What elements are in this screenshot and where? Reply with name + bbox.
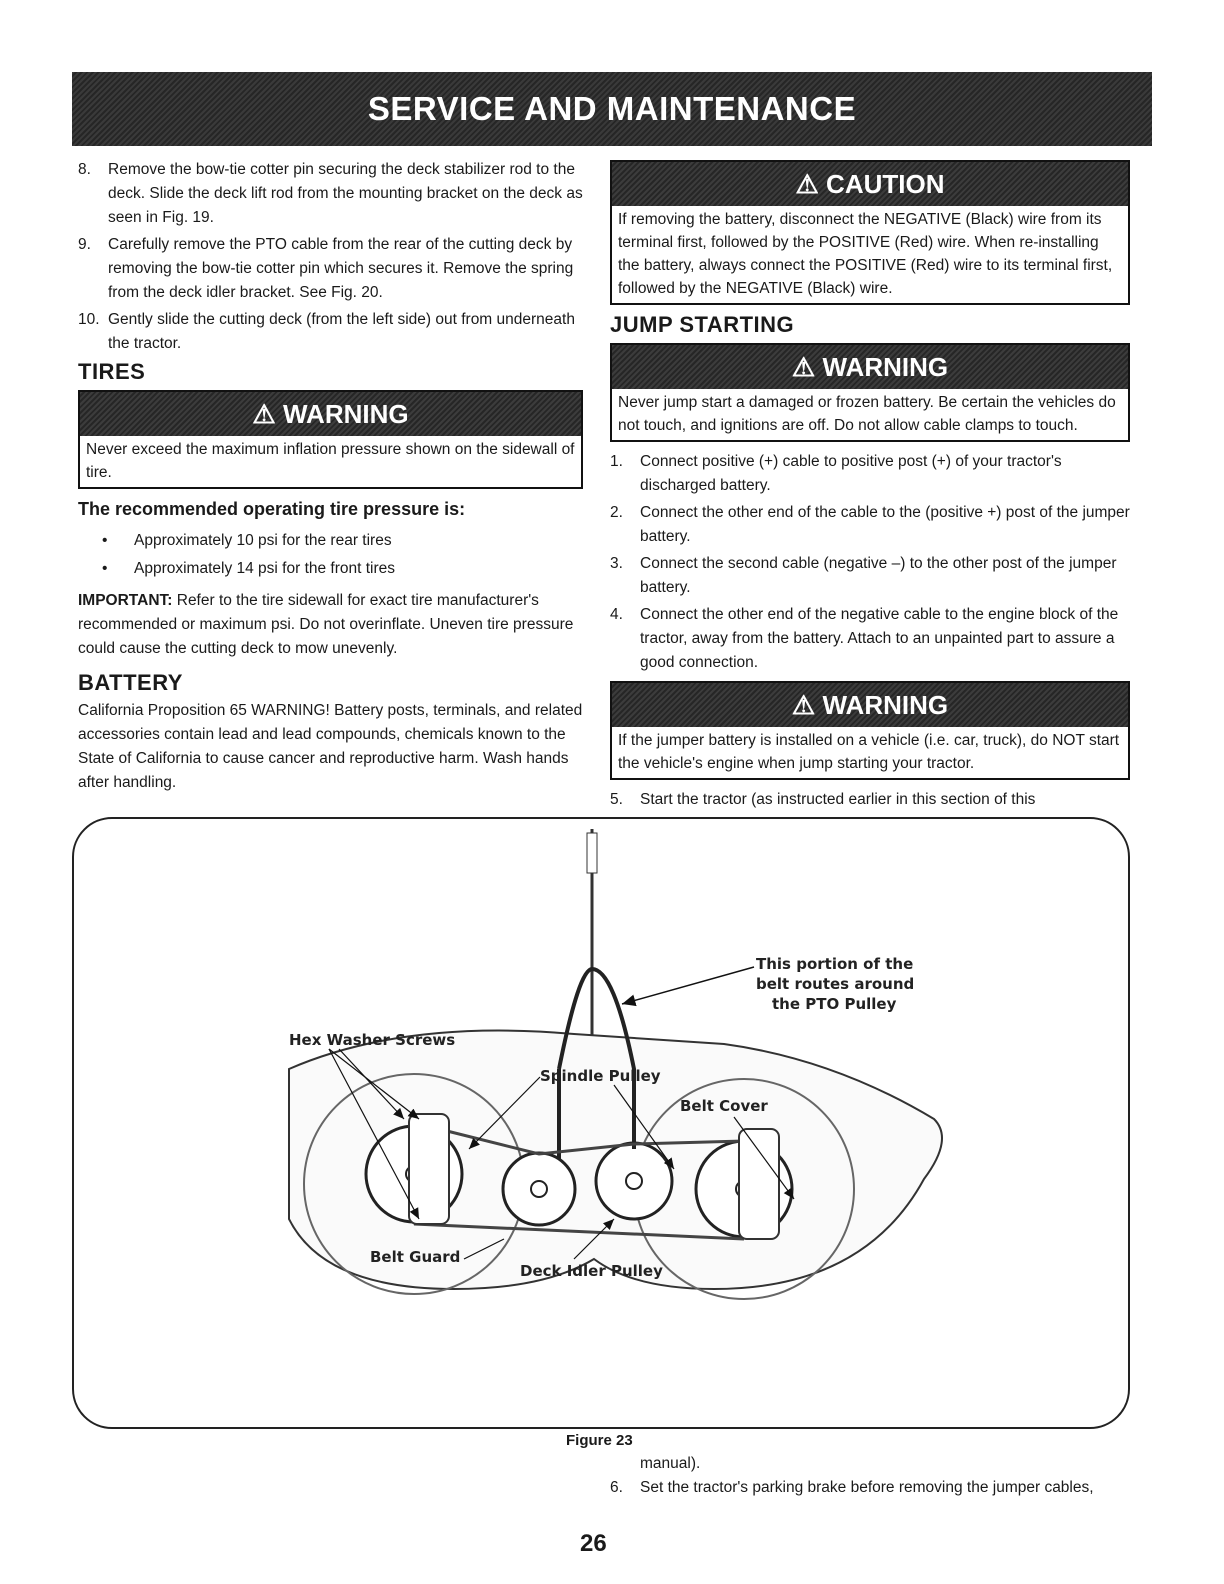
hex-screws-label: Hex Washer Screws [289, 1031, 456, 1049]
page-number: 26 [580, 1530, 607, 1557]
jump-warning-box [610, 343, 1130, 442]
warning-header: ⚠ WARNING [80, 392, 581, 436]
warning-header: ⚠ WARNING [612, 683, 1128, 727]
warning-triangle-icon: ⚠ [252, 399, 276, 429]
warning-triangle-icon: ⚠ [791, 352, 816, 382]
battery-heading: BATTERY [78, 670, 183, 695]
belt-cover-label: Belt Cover [680, 1097, 768, 1115]
warning-triangle-icon: ⚠ [795, 169, 819, 199]
deck-idler-label: Deck Idler Pulley [520, 1262, 663, 1280]
right-column [610, 160, 1130, 815]
battery-text: California Proposition 65 WARNING! Battery posts, terminals, and related accessories contain lead and lead compounds, chemicals known to the State of California to cause cancer and reproductive harm. Wash hands after handling. [78, 702, 583, 791]
deck-removal-steps [78, 158, 583, 356]
important-note: IMPORTANT: Refer to the tire sidewall for exact tire manufacturer's recommended or maximum psi. Do not overinflate. Uneven tire pressure could cause the cutting deck to mow unevenly. [78, 592, 574, 657]
list-item: 9. Carefully remove the PTO cable from the rear of the cutting deck by removing the bow-tie cotter pin which secures it. Remove the spring from the deck idler bracket. See Fig. 20. [78, 236, 574, 301]
pto-arrow [622, 967, 754, 1004]
jump-steps-cont [610, 788, 1130, 812]
pressure-list [78, 529, 583, 581]
pto-label-line: the PTO Pulley [772, 995, 897, 1013]
list-item: 2. Connect the other end of the cable to the (positive +) post of the jumper battery. [610, 504, 1130, 545]
list-item: 4. Connect the other end of the negative cable to the engine block of the tractor, away from the battery. Attach to an unpainted part to assure a good connection. [610, 606, 1119, 671]
figure-caption: Figure 23 [566, 1432, 633, 1449]
list-item: 3. Connect the second cable (negative –) to the other post of the jumper battery. [610, 555, 1117, 596]
jump-steps [610, 450, 1130, 675]
spindle-pulley-label: Spindle Pulley [540, 1067, 661, 1085]
pto-label-line: belt routes around [756, 975, 915, 993]
warning-text: Never jump start a damaged or frozen battery. Be certain the vehicles do not touch, and ignitions are off. Do not allow cable clamps to touch. [618, 394, 1116, 434]
right-belt-guard [739, 1129, 779, 1239]
list-item: 5. Start the tractor (as instructed earlier in this section of this [610, 791, 1036, 808]
deck-belt-diagram [74, 819, 1128, 1427]
important-label: IMPORTANT: [78, 592, 173, 609]
jumper-warning-box [610, 681, 1130, 780]
list-item: • Approximately 14 psi for the front tires [78, 557, 583, 581]
warning-header: ⚠ WARNING [612, 345, 1128, 389]
continued-text [610, 1452, 1130, 1503]
warning-text: Never exceed the maximum inflation pressure shown on the sidewall of tire. [86, 441, 575, 481]
pulley-hub [531, 1181, 547, 1197]
list-item: 10. Gently slide the cutting deck (from the left side) out from underneath the tractor. [78, 311, 575, 352]
list-item: 8. Remove the bow-tie cotter pin securing the deck stabilizer rod to the deck. Slide the deck lift rod from the mounting bracket on the deck as seen in Fig. 19. [78, 161, 583, 226]
section-banner: SERVICE AND MAINTENANCE [72, 72, 1152, 146]
warning-triangle-icon: ⚠ [791, 690, 816, 720]
list-item: • Approximately 10 psi for the rear tires [78, 529, 583, 553]
pulley-hub [626, 1173, 642, 1189]
tires-warning-box [78, 390, 583, 489]
caution-box [610, 160, 1130, 305]
tires-heading: TIRES [78, 359, 146, 384]
jump-starting-heading: JUMP STARTING [610, 312, 795, 337]
jump-steps-cont2 [610, 1476, 1130, 1500]
figure-23-frame [72, 817, 1130, 1429]
left-belt-guard [409, 1114, 449, 1224]
list-item: 1. Connect positive (+) cable to positive post (+) of your tractor's discharged battery. [610, 453, 1062, 494]
caution-header: ⚠ CAUTION [612, 162, 1128, 206]
left-column [78, 158, 583, 795]
pto-label-line: This portion of the [756, 955, 914, 973]
belt-guard-label: Belt Guard [370, 1248, 461, 1266]
list-item: 6. Set the tractor's parking brake before removing the jumper cables, [610, 1479, 1094, 1496]
manual-line: manual). [640, 1455, 701, 1472]
pressure-heading: The recommended operating tire pressure is: [78, 499, 466, 519]
caution-text: If removing the battery, disconnect the NEGATIVE (Black) wire from its terminal first, followed by the POSITIVE (Red) wire. When re-installing the battery, always connect the POSITIVE (Red) wire to its terminal first, followed by the NEGATIVE (Black) wire. [618, 211, 1113, 297]
warning-text: If the jumper battery is installed on a vehicle (i.e. car, truck), do NOT start the vehicle's engine when jump starting your tractor. [618, 732, 1120, 772]
cable-fitting [587, 833, 597, 873]
